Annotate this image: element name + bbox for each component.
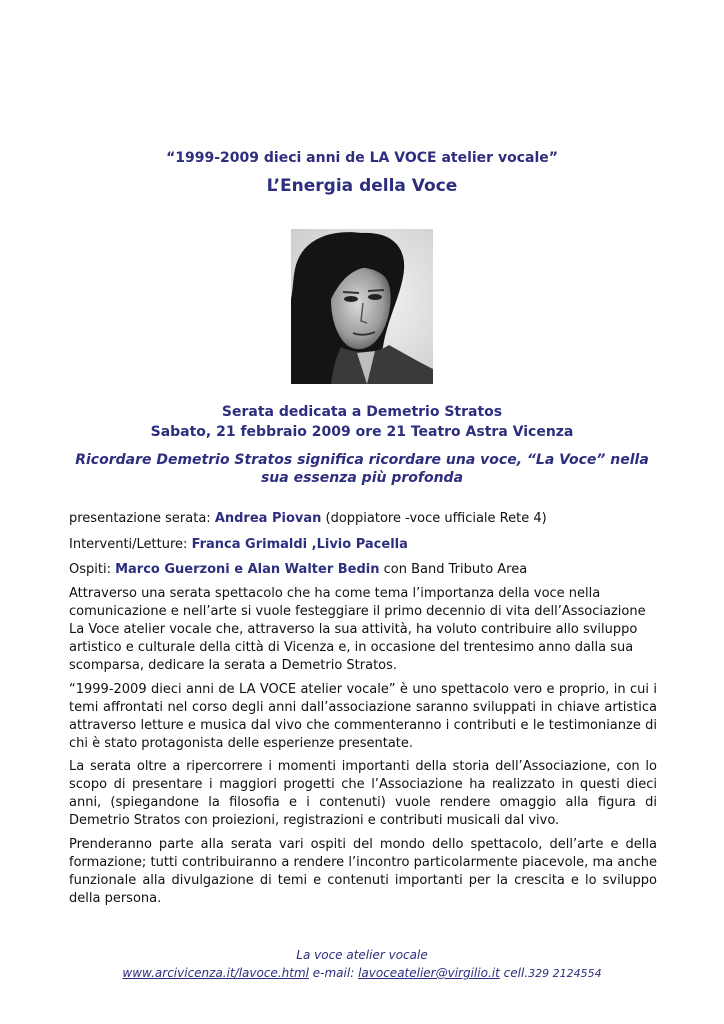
guests-note: con Band Tributo Area [379, 562, 528, 577]
footer-org: La voce atelier vocale [296, 948, 428, 962]
phone-number: 329 2124554 [528, 967, 602, 980]
portrait-photo-icon [291, 229, 433, 384]
footer-contacts [0, 964, 724, 983]
event-date: Sabato, 21 febbraio 2009 ore 21 Teatro Astra Vicenza [150, 424, 574, 440]
email-link[interactable]: lavoceatelier@virgilio.it [358, 966, 500, 980]
body-paragraph-1: Attraverso una serata spettacolo che ha come tema l’importanza della voce nella comunicazione e nell’arte si vuole festeggiare il primo decennio di vita dell’Associazione La Voce atelier vocale che, attraverso la sua attività, ha voluto contribuire allo sviluppo artistico e culturale della città di Vicenza e, in occasione del trentesimo anno dalla sua scomparsa, dedicare la serata a Demetrio Stratos. [69, 586, 646, 673]
guests-line [69, 561, 669, 579]
readings-label: Interventi/Letture: [69, 537, 192, 552]
body-paragraph-4: Prenderanno parte alla serata vari ospiti del mondo dello spettacolo, dell’arte e della formazione; tutti contribuiranno a rendere l’incontro particolarmente piacevole, ma anche funzionale alla divulgazione di temi e contenuti importanti per la crescita e lo sviluppo della persona. [69, 837, 657, 906]
event-name: Serata dedicata a Demetrio Stratos [221, 404, 503, 420]
phone-label: cell. [499, 966, 529, 980]
guests-label: Ospiti: [69, 562, 116, 577]
body-paragraph-3: La serata oltre a ripercorrere i momenti importanti della storia dell’Associazione, con lo scopo di presentare i maggiori progetti che l’Associazione ha realizzato in questi dieci anni, (spiegandone la filosofia e i contenuti) vuole rendere omaggio alla figura di Demetrio Stratos con proiezioni, registrazioni e contributi musicali dal vivo. [69, 759, 657, 828]
page-title: L’Energia della Voce [266, 176, 458, 196]
presenter-note: (doppiatore -voce ufficiale Rete 4) [321, 511, 547, 526]
event-quote: Ricordare Demetrio Stratos significa ricordare una voce, “La Voce” nella sua essenza più profonda [75, 452, 649, 486]
presentation-label: presentazione serata: [69, 511, 215, 526]
presentation-line [69, 510, 669, 528]
readings-line [69, 536, 669, 554]
body-paragraph-2: “1999-2009 dieci anni de LA VOCE atelier vocale” è uno spettacolo vero e proprio, in cui i temi affrontati nel corso degli anni dall’associazione saranno sviluppati in chiave artistica attraverso letture e musica dal vivo che commenteranno i contributi e le testimonianze di chi è stato protagonista delle esperienze presentate. [69, 682, 657, 751]
website-link[interactable]: www.arcivicenza.it/lavoce.html [122, 966, 309, 980]
readings-names: Franca Grimaldi ,Livio Pacella [191, 537, 408, 552]
footer [0, 946, 724, 983]
event-subtitle: “1999-2009 dieci anni de LA VOCE atelier vocale” [166, 150, 558, 166]
guests-names: Marco Guerzoni e Alan Walter Bedin [115, 562, 380, 577]
presenter-name: Andrea Piovan [214, 511, 322, 526]
email-label: e-mail: [308, 966, 359, 980]
